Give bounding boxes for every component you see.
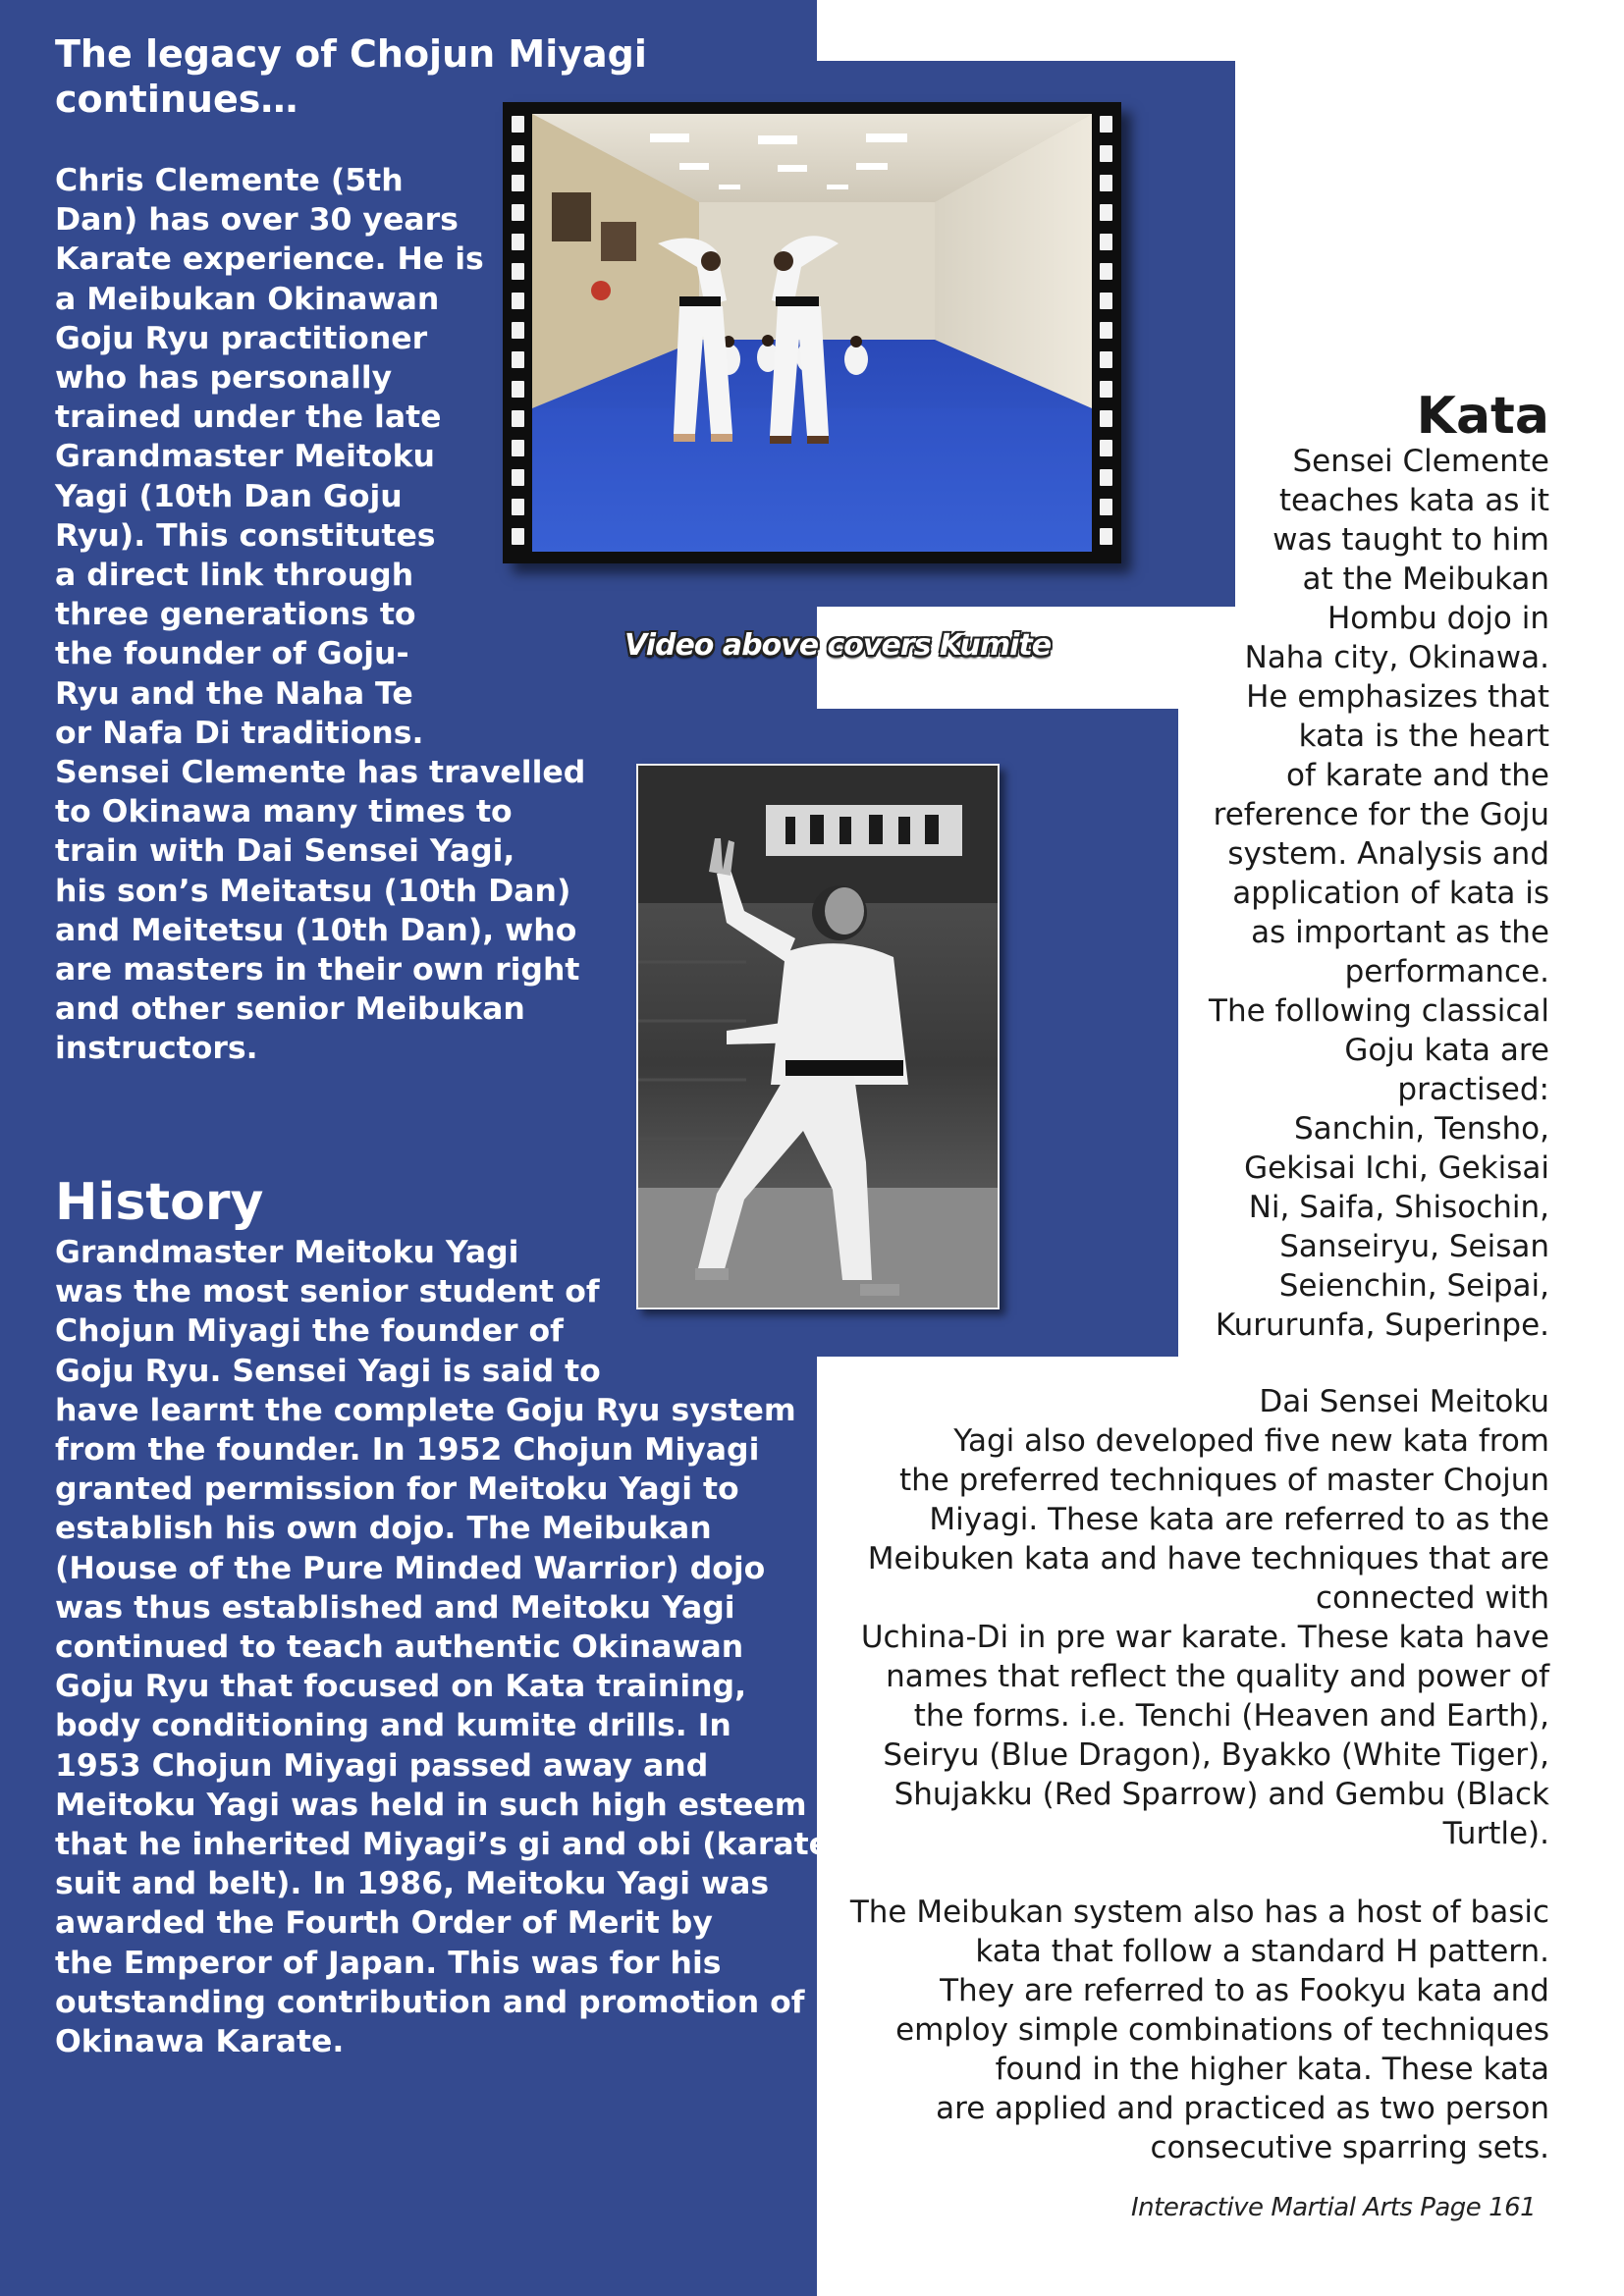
master-photo [636, 764, 1000, 1309]
text-line: a direct link through [55, 558, 414, 594]
text-line: who has personally [55, 360, 393, 397]
text-line: a Meibukan Okinawan [55, 281, 440, 317]
text-line: granted permission for Meitoku Yagi to [55, 1471, 739, 1508]
text-line: are applied and practiced as two person [936, 2091, 1549, 2126]
text-line: suit and belt). In 1986, Meitoku Yagi was [55, 1866, 770, 1902]
text-line: Ryu and the Naha Te [55, 675, 413, 712]
film-hole [512, 351, 524, 368]
text-line: trained under the late [55, 400, 442, 436]
film-hole [512, 145, 524, 162]
text-line: or Nafa Di traditions. [55, 715, 424, 751]
text-line: was taught to him [1272, 522, 1549, 558]
text-line: Goju Ryu. Sensei Yagi is said to [55, 1353, 601, 1389]
dojo-video-thumbnail[interactable] [532, 114, 1092, 552]
text-line: found in the higher kata. These kata [995, 2052, 1549, 2087]
text-line: Meitoku Yagi was held in such high esteem [55, 1787, 807, 1823]
kata-paragraph-3 [842, 1893, 1549, 2167]
film-hole [512, 469, 524, 486]
text-line: reference for the Goju [1213, 797, 1549, 832]
text-line: train with Dai Sensei Yagi, [55, 833, 515, 870]
text-line: establish his own dojo. The Meibukan [55, 1511, 712, 1547]
text-line: Miyagi. These kata are referred to as the [929, 1502, 1549, 1537]
text-line: Seienchin, Seipai, [1278, 1268, 1549, 1304]
text-line: application of kata is [1232, 876, 1549, 911]
dojo-scene-image [532, 114, 1092, 552]
text-line: The Meibukan system also has a host of basic [849, 1895, 1549, 1930]
text-line: Grandmaster Meitoku Yagi [55, 1235, 519, 1270]
text-line: are masters in their own right [55, 952, 580, 988]
text-line: continues… [55, 78, 298, 121]
text-line: and Meitetsu (10th Dan), who [55, 912, 577, 948]
film-hole [512, 322, 524, 339]
text-line: Okinawa Karate. [55, 2024, 345, 2060]
text-line: Chris Clemente (5th [55, 163, 404, 198]
text-line: Kururunfa, Superinpe. [1215, 1308, 1549, 1343]
text-line: was thus established and Meitoku Yagi [55, 1589, 735, 1626]
text-line: Ryu). This constitutes [55, 517, 436, 554]
film-hole [1100, 351, 1112, 368]
text-line: the founder of Goju- [55, 636, 409, 672]
text-line: the forms. i.e. Tenchi (Heaven and Earth), [913, 1698, 1549, 1734]
page-footer: Interactive Martial Arts Page 161 [1131, 2193, 1537, 2222]
text-line: three generations to [55, 597, 416, 633]
text-line: Goju Ryu that focused on Kata training, [55, 1669, 747, 1705]
film-hole [512, 263, 524, 280]
text-line: They are referred to as Fookyu kata and [940, 1973, 1549, 2008]
text-line: Sanchin, Tensho, [1294, 1111, 1549, 1147]
text-line: at the Meibukan [1302, 561, 1549, 597]
history-body [55, 1233, 831, 2061]
text-line: The legacy of Chojun Miyagi [55, 32, 647, 76]
kata-paragraph-2 [842, 1382, 1549, 1853]
text-line: from the founder. In 1952 Chojun Miyagi [55, 1432, 760, 1468]
text-line: Sanseiryu, Seisan [1279, 1229, 1549, 1264]
text-line: teaches kata as it [1278, 483, 1549, 518]
text-line: Naha city, Okinawa. [1244, 640, 1549, 675]
film-hole [512, 234, 524, 250]
film-hole [1100, 116, 1112, 133]
text-line: Sensei Clemente has travelled [55, 755, 586, 791]
text-line: have learnt the complete Goju Ryu system [55, 1392, 796, 1428]
film-hole [512, 499, 524, 515]
intro-body [55, 161, 586, 1069]
text-line: Gekisai Ichi, Gekisai [1244, 1150, 1549, 1186]
text-line: Sensei Clemente [1292, 444, 1549, 479]
text-line: Grandmaster Meitoku [55, 439, 435, 475]
text-line: to Okinawa many times to [55, 794, 513, 830]
text-line: Uchina-Di in pre war karate. These kata have [860, 1620, 1549, 1655]
film-hole [512, 293, 524, 309]
text-line: (House of the Pure Minded Warrior) dojo [55, 1550, 766, 1586]
text-line: was the most senior student of [55, 1274, 600, 1310]
text-line: Dan) has over 30 years [55, 202, 459, 239]
text-line: consecutive sparring sets. [1150, 2130, 1549, 2165]
text-line: Chojun Miyagi the founder of [55, 1313, 564, 1350]
kata-paragraph-1 [1039, 442, 1549, 1345]
film-hole [1100, 293, 1112, 309]
text-line: Dai Sensei Meitoku [1259, 1384, 1549, 1419]
text-line: and other senior Meibukan [55, 991, 525, 1028]
text-line: body conditioning and kumite drills. In [55, 1708, 731, 1744]
text-line: the Emperor of Japan. This was for his [55, 1945, 722, 1981]
text-line: Goju kata are [1344, 1033, 1549, 1068]
history-heading: History [55, 1173, 264, 1232]
film-hole [1100, 322, 1112, 339]
film-hole [512, 440, 524, 456]
film-hole [1100, 381, 1112, 398]
kata-heading: Kata [1416, 387, 1549, 446]
text-line: kata is the heart [1298, 719, 1549, 754]
text-line: practised: [1397, 1072, 1549, 1107]
film-hole [512, 410, 524, 427]
text-line: of karate and the [1285, 758, 1549, 793]
text-line: The following classical [1209, 993, 1549, 1029]
text-line: system. Analysis and [1227, 836, 1549, 872]
text-line: Hombu dojo in [1327, 601, 1549, 636]
text-line: Goju Ryu practitioner [55, 320, 428, 356]
text-line: awarded the Fourth Order of Merit by [55, 1905, 713, 1942]
text-line: his son’s Meitatsu (10th Dan) [55, 873, 571, 909]
text-line: the preferred techniques of master Chojun [898, 1463, 1549, 1498]
film-hole [1100, 145, 1112, 162]
text-line: connected with [1316, 1580, 1549, 1616]
text-line: kata that follow a standard H pattern. [975, 1934, 1549, 1969]
film-hole [1100, 263, 1112, 280]
film-hole [512, 204, 524, 221]
text-line: Karate experience. He is [55, 241, 484, 278]
video-caption: Video above covers Kumite [624, 628, 1052, 663]
film-hole [1100, 175, 1112, 191]
text-line: Turtle). [1442, 1816, 1549, 1851]
text-line: instructors. [55, 1031, 258, 1067]
master-photo-image [638, 766, 998, 1308]
text-line: He emphasizes that [1246, 679, 1549, 715]
film-hole [512, 381, 524, 398]
text-line: Shujakku (Red Sparrow) and Gembu (Black [893, 1777, 1549, 1812]
text-line: as important as the [1251, 915, 1549, 950]
video-frame[interactable] [503, 102, 1121, 563]
text-line: continued to teach authentic Okinawan [55, 1629, 744, 1666]
text-line: Ni, Saifa, Shisochin, [1248, 1190, 1549, 1225]
film-hole [1100, 204, 1112, 221]
text-line: performance. [1344, 954, 1549, 989]
text-line: 1953 Chojun Miyagi passed away and [55, 1747, 709, 1784]
text-line: Meibuken kata and have techniques that are [867, 1541, 1549, 1576]
text-line: that he inherited Miyagi’s gi and obi (karate [55, 1827, 831, 1863]
film-hole [512, 528, 524, 545]
text-line: employ simple combinations of techniques [895, 2012, 1549, 2048]
text-line: Yagi also developed five new kata from [953, 1423, 1549, 1459]
text-line: Yagi (10th Dan Goju [55, 478, 403, 514]
film-hole [1100, 410, 1112, 427]
film-hole [512, 116, 524, 133]
film-hole [512, 175, 524, 191]
text-line: outstanding contribution and promotion of [55, 1984, 805, 2020]
text-line: Seiryu (Blue Dragon), Byakko (White Tiger), [883, 1737, 1549, 1773]
text-line: names that reflect the quality and power of [886, 1659, 1549, 1694]
film-hole [1100, 234, 1112, 250]
